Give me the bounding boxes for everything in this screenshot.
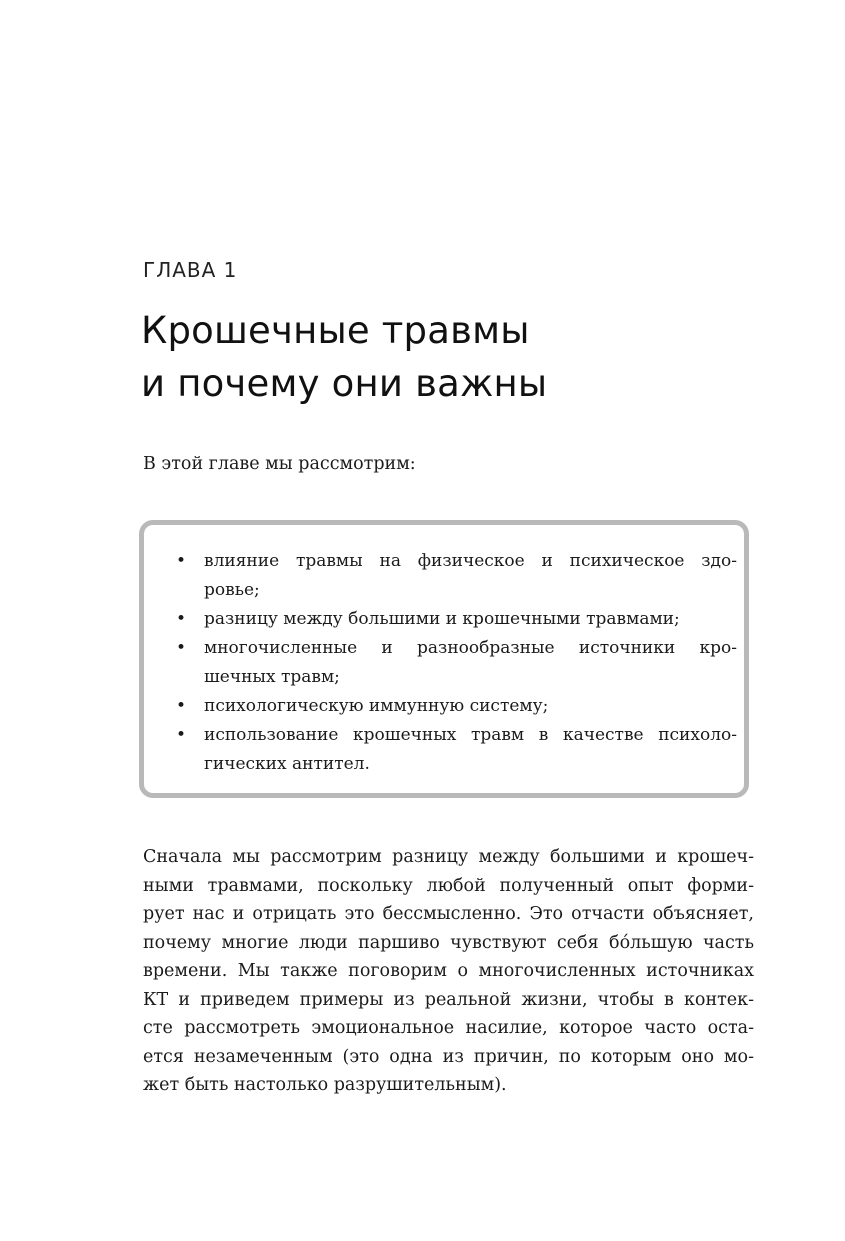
list-item [172, 692, 737, 721]
chapter-title-line: и почему они важны [141, 362, 548, 405]
paragraph-line: времени. Мы также поговорим о многочисленных источниках [143, 961, 754, 981]
list-item [172, 547, 737, 605]
paragraph-line: почему многие люди паршиво чувствуют себя бóльшую часть [143, 932, 754, 953]
body-paragraph [143, 843, 754, 1100]
summary-box [139, 520, 749, 798]
paragraph-line: КТ и приведем примеры из реальной жизни, чтобы в контек- [143, 989, 754, 1010]
paragraph-line: сте рассмотреть эмоциональное насилие, которое часто оста- [143, 1018, 754, 1038]
paragraph-line: жет быть настолько разрушительным). [143, 1075, 507, 1095]
paragraph-line: рует нас и отрицать это бессмысленно. Это отчасти объясняет, [143, 904, 754, 924]
list-item-line: разницу между большими и крошечными травмами; [204, 609, 680, 629]
chapter-title [141, 304, 547, 410]
paragraph-line: ется незамеченным (это одна из причин, по которым оно мо- [143, 1046, 754, 1067]
bullet-icon: • [176, 551, 187, 571]
list-item-line: гических антител. [204, 754, 370, 774]
list-item [172, 605, 737, 634]
list-item-line: психологическую иммунную систему; [204, 696, 549, 716]
list-item-line: многочисленные и разнообразные источники кро- [204, 638, 737, 658]
list-item [172, 634, 737, 692]
paragraph-line: Сначала мы рассмотрим разницу между большими и крошеч- [143, 847, 754, 867]
chapter-intro: В этой главе мы рассмотрим: [143, 454, 416, 474]
bullet-icon: • [176, 696, 187, 716]
list-item [172, 721, 737, 779]
bullet-icon: • [176, 638, 187, 658]
list-item-line: шечных травм; [204, 667, 340, 687]
paragraph-line: ными травмами, поскольку любой полученный опыт форми- [143, 875, 754, 896]
bullet-icon: • [176, 609, 187, 629]
chapter-title-line: Крошечные травмы [141, 309, 530, 352]
list-item-line: влияние травмы на физическое и психическое здо- [204, 551, 737, 571]
bullet-icon: • [176, 725, 187, 745]
chapter-label: ГЛАВА 1 [143, 258, 238, 282]
list-item-line: использование крошечных травм в качестве психоло- [204, 725, 737, 745]
summary-list [172, 547, 737, 779]
list-item-line: ровье; [204, 580, 260, 600]
